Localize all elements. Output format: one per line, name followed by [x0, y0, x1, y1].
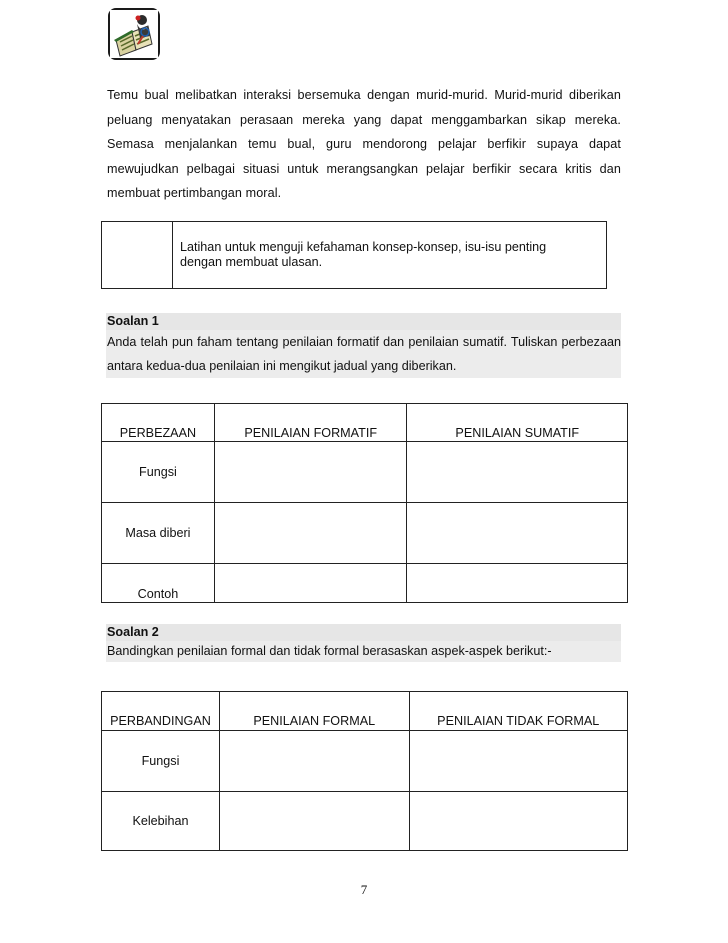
row-label: Fungsi — [102, 442, 215, 503]
table-header-row — [102, 692, 628, 731]
question1-table — [101, 403, 628, 603]
answer-cell[interactable] — [407, 442, 628, 503]
row-label: Contoh — [102, 564, 215, 603]
answer-cell[interactable] — [214, 564, 407, 603]
header-cell: PERBANDINGAN — [102, 692, 220, 731]
question2-table — [101, 691, 628, 851]
header-cell: PENILAIAN FORMATIF — [214, 404, 407, 442]
row-label: Masa diberi — [102, 503, 215, 564]
question1-title: Soalan 1 — [106, 313, 621, 330]
table-header-row — [102, 404, 628, 442]
table-row — [102, 731, 628, 792]
table-row — [102, 442, 628, 503]
answer-cell[interactable] — [409, 731, 628, 792]
question2-body: Bandingkan penilaian formal dan tidak formal berasaskan aspek-aspek berikut:- — [106, 641, 621, 662]
book-reader-icon — [108, 8, 160, 60]
header-cell: PENILAIAN SUMATIF — [407, 404, 628, 442]
question2-title: Soalan 2 — [106, 624, 621, 641]
table-row — [102, 564, 628, 603]
question1-body: Anda telah pun faham tentang penilaian formatif dan penilaian sumatif. Tuliskan perbezaan antara kedua-dua penilaian ini mengikut jadual yang diberikan. — [106, 330, 621, 378]
table-row — [102, 503, 628, 564]
task-text: Latihan untuk menguji kefahaman konsep-konsep, isu-isu penting dengan membuat ulasan. — [180, 240, 547, 269]
header-cell: PERBEZAAN — [102, 404, 215, 442]
table-row — [102, 792, 628, 851]
intro-paragraph: Temu bual melibatkan interaksi bersemuka dengan murid-murid. Murid-murid diberikan peluang menyatakan perasaan mereka yang dapat menggambarkan sikap mereka. Semasa menjalankan temu bual, guru mendorong pelajar berfikir supaya dapat mewujudkan pelbagai situasi untuk merangsangkan pelajar berfikir secara kritis dan membuat pertimbangan moral. — [107, 88, 621, 200]
answer-cell[interactable] — [214, 503, 407, 564]
answer-cell[interactable] — [407, 503, 628, 564]
header-cell: PENILAIAN TIDAK FORMAL — [409, 692, 628, 731]
row-label: Kelebihan — [102, 792, 220, 851]
task-box — [101, 221, 607, 289]
page-number: 7 — [360, 882, 368, 897]
answer-cell[interactable] — [409, 792, 628, 851]
task-box-divider — [172, 222, 173, 288]
header-cell: PENILAIAN FORMAL — [219, 692, 409, 731]
answer-cell[interactable] — [407, 564, 628, 603]
answer-cell[interactable] — [219, 792, 409, 851]
row-label: Fungsi — [102, 731, 220, 792]
answer-cell[interactable] — [219, 731, 409, 792]
answer-cell[interactable] — [214, 442, 407, 503]
